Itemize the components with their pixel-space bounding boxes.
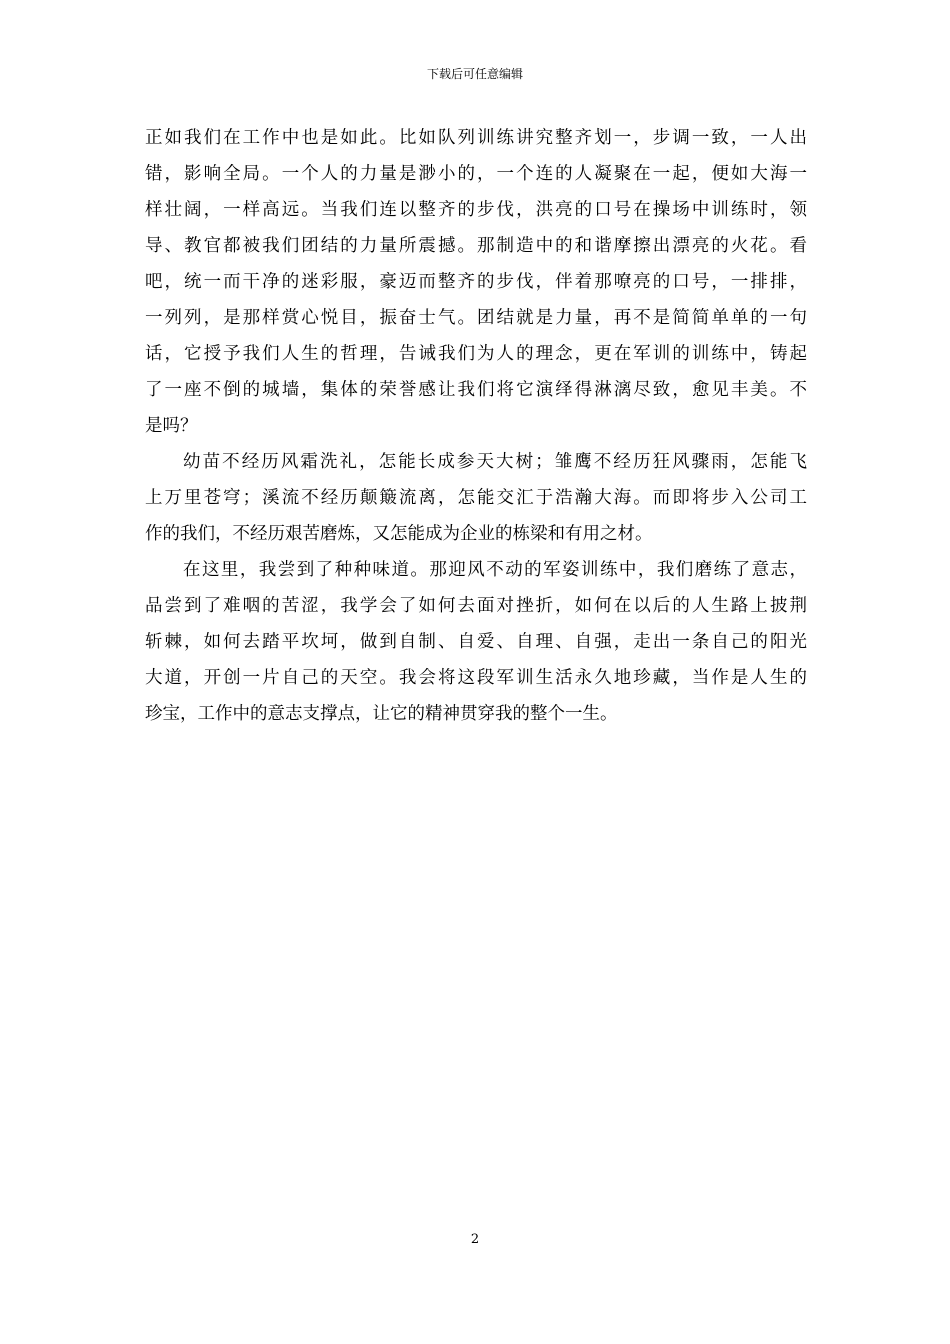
paragraph-1: [145, 120, 807, 444]
text-line: 是吗？: [145, 416, 198, 436]
text-line: 导、教官都被我们团结的力量所震撼。那制造中的和谐摩擦出漂亮的火花。看: [145, 236, 807, 256]
text-line: 话，它授予我们人生的哲理，告诫我们为人的理念，更在军训的训练中，铸起: [145, 344, 807, 364]
text-line: 品尝到了难咽的苦涩，我学会了如何去面对挫折，如何在以后的人生路上披荆: [145, 596, 807, 616]
text-line: 在这里，我尝到了种种味道。那迎风不动的军姿训练中，我们磨练了意志，: [183, 560, 807, 580]
text-line: 上万里苍穹；溪流不经历颠簸流离，怎能交汇于浩瀚大海。而即将步入公司工: [145, 488, 807, 508]
text-line: 珍宝，工作中的意志支撑点，让它的精神贯穿我的整个一生。: [145, 704, 618, 724]
text-line: 错，影响全局。一个人的力量是渺小的，一个连的人凝聚在一起，便如大海一: [145, 164, 807, 184]
text-line: 幼苗不经历风霜洗礼，怎能长成参天大树；雏鹰不经历狂风骤雨，怎能飞: [183, 452, 807, 472]
page-header: 下载后可任意编辑: [426, 67, 523, 81]
text-line: 正如我们在工作中也是如此。比如队列训练讲究整齐划一，步调一致，一人出: [145, 128, 807, 148]
text-line: 一列列，是那样赏心悦目，振奋士气。团结就是力量，再不是简简单单的一句: [145, 308, 807, 328]
text-line: 了一座不倒的城墙，集体的荣誉感让我们将它演绎得淋漓尽致，愈见丰美。不: [145, 380, 807, 400]
paragraph-2: [145, 444, 807, 552]
text-line: 吧，统一而干净的迷彩服，豪迈而整齐的步伐，伴着那嘹亮的口号，一排排，: [145, 272, 807, 292]
paragraph-3: [145, 552, 807, 732]
text-line: 斩棘，如何去踏平坎坷，做到自制、自爱、自理、自强，走出一条自己的阳光: [145, 632, 807, 652]
page-number: 2: [470, 1232, 480, 1247]
text-line: 大道，开创一片自己的天空。我会将这段军训生活永久地珍藏，当作是人生的: [145, 668, 807, 688]
document-body: [145, 120, 807, 732]
text-line: 样壮阔，一样高远。当我们连以整齐的步伐，洪亮的口号在操场中训练时，领: [145, 200, 807, 220]
text-line: 作的我们，不经历艰苦磨炼，又怎能成为企业的栋梁和有用之材。: [145, 524, 653, 544]
